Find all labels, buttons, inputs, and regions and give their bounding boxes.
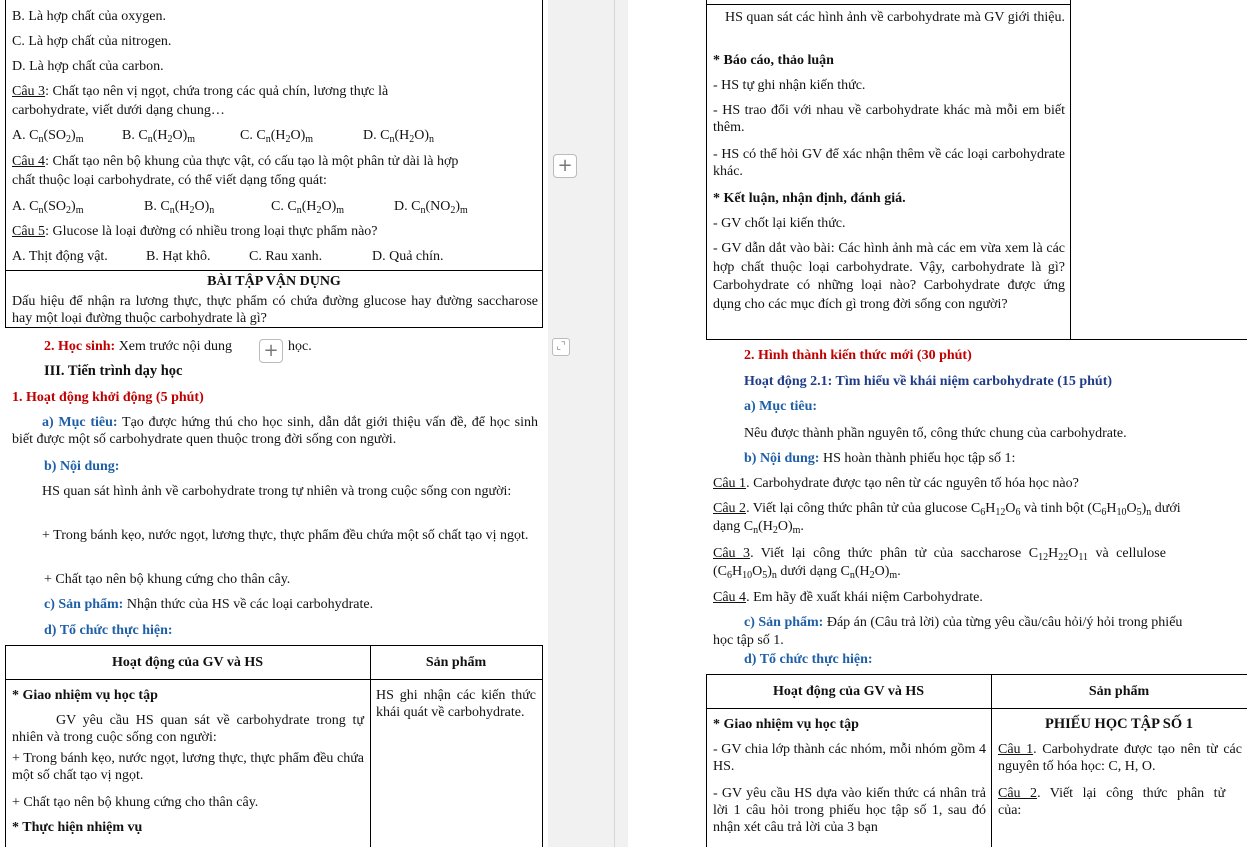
- table-cell-heading: * Kết luận, nhận định, đánh giá.: [713, 191, 906, 206]
- table-border: [5, 679, 543, 680]
- table-cell-heading: * Báo cáo, thảo luận: [713, 53, 834, 68]
- question-3: Câu 3: Chất tạo nên vị ngọt, chứa trong các quả chín, lương thực là: [12, 84, 389, 99]
- section-label: b) Nội dung:: [44, 459, 120, 474]
- table-cell-text: + Chất tạo nên bộ khung cứng cho thân cây.: [12, 795, 259, 810]
- paragraph: học tập số 1.: [713, 633, 784, 648]
- question-1: Câu 1. Carbohydrate được tạo nên từ các nguyên tố hóa học nào?: [713, 476, 1079, 491]
- section-heading: III. Tiến trình dạy học: [44, 363, 183, 379]
- table-header: Hoạt động của GV và HS: [772, 684, 925, 699]
- paragraph: HS quan sát hình ảnh về carbohydrate trong tự nhiên và trong cuộc sống con người:: [42, 484, 512, 499]
- table-cell-text: Câu 1. Carbohydrate được tạo nên từ các nguyên tố hóa học: C, H, O.: [998, 742, 1242, 774]
- option-text: C. Rau xanh.: [249, 249, 323, 264]
- question-3: Câu 3. Viết lại công thức phân tử của saccharose $C_{12}H_{22}O_{11}$ và cellulose: [713, 546, 1166, 563]
- table-cell-text: - GV chia lớp thành các nhóm, mỗi nhóm gồm 4 HS.: [713, 742, 986, 774]
- document-page-right: [628, 0, 1247, 847]
- section-label: a) Mục tiêu:: [744, 399, 818, 414]
- table-header: Sản phẩm: [1088, 684, 1150, 699]
- table-border: [370, 645, 371, 847]
- paragraph: b) Nội dung: HS hoàn thành phiếu học tập số 1:: [744, 451, 1016, 466]
- question-4: Câu 4: Chất tạo nên bộ khung của thực vật, có cấu tạo là một phân tử dài là hợp: [12, 154, 459, 169]
- paragraph: Dấu hiệu để nhận ra lương thực, thực phẩm có chứa đường glucose hay đường saccharose hay một loại đường thuộc carbohydrate là gì?: [12, 294, 538, 326]
- table-cell-text: Câu 2. Viết lại công thức phân tử của:: [998, 786, 1226, 818]
- table-border: [5, 270, 543, 271]
- table-cell-text: GV yêu cầu HS quan sát về carbohydrate trong tự nhiên và trong cuộc sống con người:: [12, 713, 364, 745]
- option-text: A. $C_n(SO_2)_m$: [12, 199, 84, 216]
- section-heading: BÀI TẬP VẬN DỤNG: [207, 274, 341, 289]
- option-text: C. $C_n(H_2O)_m$: [240, 128, 314, 145]
- option-text: A. $C_n(SO_2)_m$: [12, 128, 84, 145]
- paragraph: + Trong bánh kẹo, nước ngọt, lương thực, thực phẩm đều chứa một số chất tạo vị ngọt.: [42, 528, 529, 543]
- table-cell-text: - HS tự ghi nhận kiến thức.: [713, 78, 866, 93]
- page-divider: [614, 0, 615, 847]
- question-2: Câu 2. Viết lại công thức phân tử của glucose $C_6H_{12}O_6$ và tinh bột $(C_6H_{10}O_5)_n$ dưới: [713, 501, 1181, 518]
- option-text: B. Là hợp chất của oxygen.: [12, 9, 166, 24]
- table-cell-text: - HS trao đổi với nhau về carbohydrate khác mà mỗi em biết thêm.: [713, 103, 1065, 135]
- add-block-button[interactable]: +: [259, 339, 283, 363]
- table-border: [5, 327, 543, 328]
- option-text: D. Quả chín.: [372, 249, 444, 264]
- page-gap: [548, 0, 628, 847]
- question-5: Câu 5: Glucose là loại đường có nhiều trong loại thực phẩm nào?: [12, 224, 378, 239]
- option-text: D. Là hợp chất của carbon.: [12, 59, 164, 74]
- table-border: [542, 645, 543, 847]
- question-3-cont: carbohydrate, viết dưới dạng chung…: [12, 103, 225, 118]
- table-border: [706, 339, 1247, 340]
- section-label: d) Tổ chức thực hiện:: [44, 623, 173, 638]
- option-text: B. $C_n(H_2O)_n$: [144, 199, 215, 216]
- table-header: Hoạt động của GV và HS: [111, 655, 264, 670]
- table-cell-heading: * Giao nhiệm vụ học tập: [713, 717, 859, 732]
- section-heading: 2. Hình thành kiến thức mới (30 phút): [744, 348, 972, 363]
- paragraph: c) Sản phẩm: Đáp án (Câu trả lời) của từng yêu cầu/câu hỏi/ý hỏi trong phiếu: [744, 615, 1183, 630]
- table-border: [706, 0, 707, 339]
- paragraph: c) Sản phẩm: Nhận thức của HS về các loại carbohydrate.: [44, 597, 374, 612]
- table-border: [5, 645, 6, 847]
- table-header: Sản phẩm: [425, 655, 487, 670]
- paragraph: học.: [288, 339, 312, 354]
- table-cell-heading: * Thực hiện nhiệm vụ: [12, 820, 143, 835]
- paragraph: a) Mục tiêu: Tạo được hứng thú cho học sinh, dẫn dắt giới thiệu vấn đề, để học sinh biết được một số carbohydrate quen thuộc trong đời sống con người.: [12, 415, 538, 447]
- option-text: B. $C_n(H_2O)_m$: [122, 128, 196, 145]
- option-text: A. Thịt động vật.: [12, 249, 108, 264]
- expand-icon[interactable]: ⌞⌝: [552, 338, 570, 356]
- paragraph: Nêu được thành phần nguyên tố, công thức chung của carbohydrate.: [744, 426, 1127, 441]
- table-cell-text: HS quan sát các hình ảnh về carbohydrate mà GV giới thiệu.: [725, 10, 1065, 25]
- add-block-button[interactable]: +: [553, 154, 577, 178]
- section-heading: Hoạt động 2.1: Tìm hiểu về khái niệm carbohydrate (15 phút): [744, 374, 1113, 389]
- option-text: C. $C_n(H_2O)_m$: [271, 199, 345, 216]
- table-border: [706, 708, 1247, 709]
- worksheet-title: PHIẾU HỌC TẬP SỐ 1: [1045, 716, 1193, 732]
- option-text: D. $C_n(NO_2)_m$: [394, 199, 468, 216]
- question-3-cont: $(C_6H_{10}O_5)_n$ dưới dạng $C_n(H_2O)_m$.: [713, 564, 901, 581]
- table-border: [1070, 0, 1071, 339]
- table-border: [706, 4, 1070, 5]
- question-4-cont: chất thuộc loại carbohydrate, có thể viết dạng tổng quát:: [12, 173, 327, 188]
- option-text: D. $C_n(H_2O)_n$: [363, 128, 435, 145]
- table-cell-text: + Trong bánh kẹo, nước ngọt, lương thực, thực phẩm đều chứa một số chất tạo vị ngọt.: [12, 751, 364, 783]
- paragraph: + Chất tạo nên bộ khung cứng cho thân cây.: [44, 572, 291, 587]
- table-cell-text: - GV chốt lại kiến thức.: [713, 216, 846, 231]
- question-4: Câu 4. Em hãy đề xuất khái niệm Carbohydrate.: [713, 590, 983, 605]
- table-border: [706, 674, 1247, 675]
- option-text: B. Hạt khô.: [146, 249, 211, 264]
- table-border: [5, 645, 543, 646]
- table-cell-text: - GV dẫn dắt vào bài: Các hình ảnh mà các em vừa xem là các hợp chất thuộc loại carbohydrate. Vậy, carbohydrate là gì? Carbohydrate có những loại nào? Carbohydrate được ứng dụng cho các mục đích gì trong đời sống con người?: [713, 241, 1065, 312]
- section-heading: 1. Hoạt động khởi động (5 phút): [12, 390, 204, 405]
- table-cell-text: - GV yêu cầu HS dựa vào kiến thức cá nhân trả lời 1 câu hỏi trong phiếu học tập số 1, sau đó nhận xét câu trả lời của 3 bạn: [713, 786, 986, 835]
- table-cell-text: HS ghi nhận các kiến thức khái quát về carbohydrate.: [376, 688, 536, 720]
- document-page-left: [0, 0, 548, 847]
- option-text: C. Là hợp chất của nitrogen.: [12, 34, 172, 49]
- paragraph: 2. Học sinh: Xem trước nội dung: [44, 339, 233, 354]
- question-2-cont: dạng $C_n(H_2O)_m$.: [713, 519, 804, 536]
- table-cell-text: - HS có thể hỏi GV để xác nhận thêm về các loại carbohydrate khác.: [713, 147, 1065, 179]
- section-label: d) Tổ chức thực hiện:: [744, 652, 873, 667]
- table-cell-heading: * Giao nhiệm vụ học tập: [12, 688, 158, 703]
